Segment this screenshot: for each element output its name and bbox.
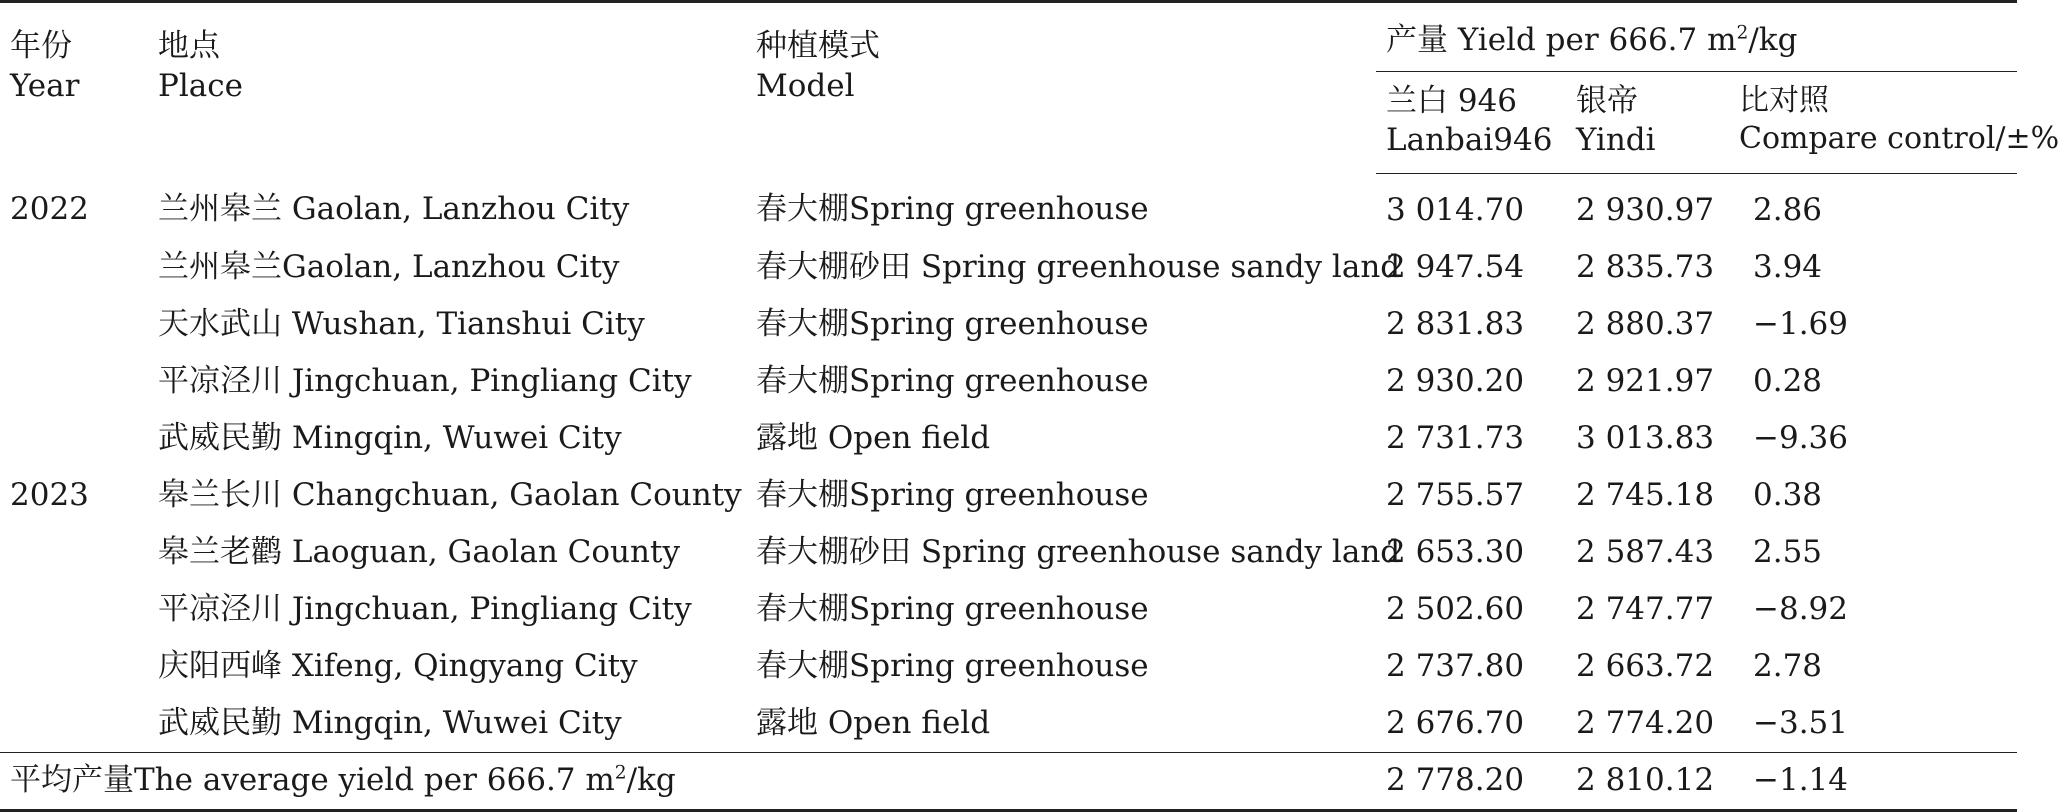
cell-lanbai-yield: 2 502.60 (1386, 590, 1525, 627)
header-compare (1729, 71, 2059, 173)
cell-place: 皋兰长川 Changchuan, Gaolan County (158, 476, 742, 513)
header-yindi (1566, 71, 1729, 173)
cell-compare-control: 2.78 (1753, 647, 1823, 684)
header-yield-group (1376, 2, 2017, 72)
header-lanbai-cn: 兰白 946 (1386, 82, 1518, 119)
cell-model: 春大棚Spring greenhouse (756, 590, 1149, 627)
cell-place: 天水武山 Wushan, Tianshui City (158, 305, 645, 342)
cell-yindi-yield: 2 587.43 (1576, 533, 1715, 570)
cell-yindi-yield: 2 745.18 (1576, 476, 1715, 513)
footer-lanbai-average: 2 778.20 (1376, 753, 1566, 811)
footer-compare-average: −1.14 (1729, 753, 2017, 811)
table-row (0, 174, 2017, 240)
cell-model: 春大棚砂田 Spring greenhouse sandy land (756, 533, 1401, 570)
cell-lanbai-yield: 2 947.54 (1386, 248, 1525, 285)
cell-compare-control: 0.38 (1753, 476, 1823, 513)
header-yield-prefix: 产量 Yield per 666.7 m (1386, 22, 1737, 58)
cell-lanbai-yield: 2 831.83 (1386, 305, 1525, 342)
cell-yindi-yield: 2 930.97 (1576, 191, 1715, 228)
header-compare-cn: 比对照 (1739, 82, 1829, 118)
cell-year (0, 239, 148, 296)
cell-lanbai-yield: 2 737.80 (1386, 647, 1525, 684)
header-row-main (0, 2, 2017, 72)
cell-compare-control: −9.36 (1753, 419, 1848, 456)
table-row (0, 410, 2017, 467)
header-year-en: Year (10, 67, 80, 104)
cell-place: 平凉泾川 Jingchuan, Pingliang City (158, 590, 692, 627)
header-year-cn: 年份 (10, 28, 72, 64)
table-row (0, 638, 2017, 695)
header-lanbai-en: Lanbai946 (1386, 122, 1553, 159)
cell-model: 露地 Open field (756, 419, 991, 456)
table-row (0, 353, 2017, 410)
cell-year (0, 353, 148, 410)
cell-place: 武威民勤 Mingqin, Wuwei City (158, 419, 622, 456)
header-model-cn: 种植模式 (756, 28, 880, 64)
header-yield-sup: 2 (1736, 22, 1749, 44)
cell-place: 平凉泾川 Jingchuan, Pingliang City (158, 362, 692, 399)
cell-compare-control: −1.69 (1753, 305, 1848, 342)
cell-year (0, 524, 148, 581)
header-model (746, 2, 1376, 174)
cell-yindi-yield: 2 921.97 (1576, 362, 1715, 399)
cell-lanbai-yield: 2 676.70 (1386, 704, 1525, 741)
cell-yindi-yield: 2 663.72 (1576, 647, 1715, 684)
cell-model: 春大棚砂田 Spring greenhouse sandy land (756, 248, 1401, 285)
table-row (0, 467, 2017, 524)
cell-yindi-yield: 2 774.20 (1576, 704, 1715, 741)
table-footer (0, 753, 2017, 811)
cell-place: 兰州皋兰Gaolan, Lanzhou City (158, 248, 620, 285)
cell-year (0, 581, 148, 638)
table-row (0, 239, 2017, 296)
footer-row-average (0, 753, 2017, 811)
cell-year: 2023 (10, 476, 89, 513)
table-header (0, 2, 2059, 174)
table-row (0, 695, 2017, 753)
footer-yindi-average: 2 810.12 (1566, 753, 1729, 811)
header-lanbai (1376, 71, 1566, 173)
cell-model: 春大棚Spring greenhouse (756, 305, 1149, 342)
footer-label (0, 753, 1376, 811)
cell-place: 兰州皋兰 Gaolan, Lanzhou City (158, 191, 630, 228)
header-yield-suffix: /kg (1748, 22, 1798, 58)
header-compare-en: Compare control/±% (1739, 121, 2059, 157)
cell-yindi-yield: 2 747.77 (1576, 590, 1715, 627)
footer-label-en: The average yield per 666.7 m (134, 762, 615, 799)
cell-compare-control: 3.94 (1753, 248, 1823, 285)
cell-year: 2022 (10, 191, 89, 228)
table-row (0, 296, 2017, 353)
cell-model: 春大棚Spring greenhouse (756, 191, 1149, 228)
cell-year (0, 296, 148, 353)
cell-compare-control: 0.28 (1753, 362, 1823, 399)
cell-lanbai-yield: 3 014.70 (1386, 191, 1525, 228)
table-body (0, 174, 2017, 753)
cell-yindi-yield: 2 880.37 (1576, 305, 1715, 342)
footer-label-suffix: /kg (626, 762, 676, 799)
cell-model: 春大棚Spring greenhouse (756, 362, 1149, 399)
cell-lanbai-yield: 2 653.30 (1386, 533, 1525, 570)
footer-label-sup: 2 (614, 762, 627, 784)
cell-yindi-yield: 3 013.83 (1576, 419, 1715, 456)
table-row (0, 581, 2017, 638)
cell-model: 露地 Open field (756, 704, 991, 741)
cell-year (0, 638, 148, 695)
cell-compare-control: −3.51 (1753, 704, 1848, 741)
cell-lanbai-yield: 2 930.20 (1386, 362, 1525, 399)
cell-lanbai-yield: 2 731.73 (1386, 419, 1525, 456)
header-yindi-en: Yindi (1576, 122, 1656, 159)
cell-compare-control: 2.55 (1753, 533, 1823, 570)
cell-place: 武威民勤 Mingqin, Wuwei City (158, 704, 622, 741)
cell-compare-control: 2.86 (1753, 191, 1823, 228)
header-yindi-cn: 银帝 (1576, 82, 1638, 119)
cell-year (0, 410, 148, 467)
header-model-en: Model (756, 67, 855, 104)
header-year (0, 2, 148, 174)
table-row (0, 524, 2017, 581)
header-place (148, 2, 746, 174)
cell-year (0, 695, 148, 753)
cell-place: 皋兰老鹳 Laoguan, Gaolan County (158, 533, 680, 570)
cell-model: 春大棚Spring greenhouse (756, 647, 1149, 684)
header-place-cn: 地点 (158, 28, 220, 64)
cell-lanbai-yield: 2 755.57 (1386, 476, 1525, 513)
cell-model: 春大棚Spring greenhouse (756, 476, 1149, 513)
footer-label-cn: 平均产量 (10, 762, 134, 799)
header-place-en: Place (158, 67, 243, 104)
cell-yindi-yield: 2 835.73 (1576, 248, 1715, 285)
cell-compare-control: −8.92 (1753, 590, 1848, 627)
cell-place: 庆阳西峰 Xifeng, Qingyang City (158, 647, 638, 684)
